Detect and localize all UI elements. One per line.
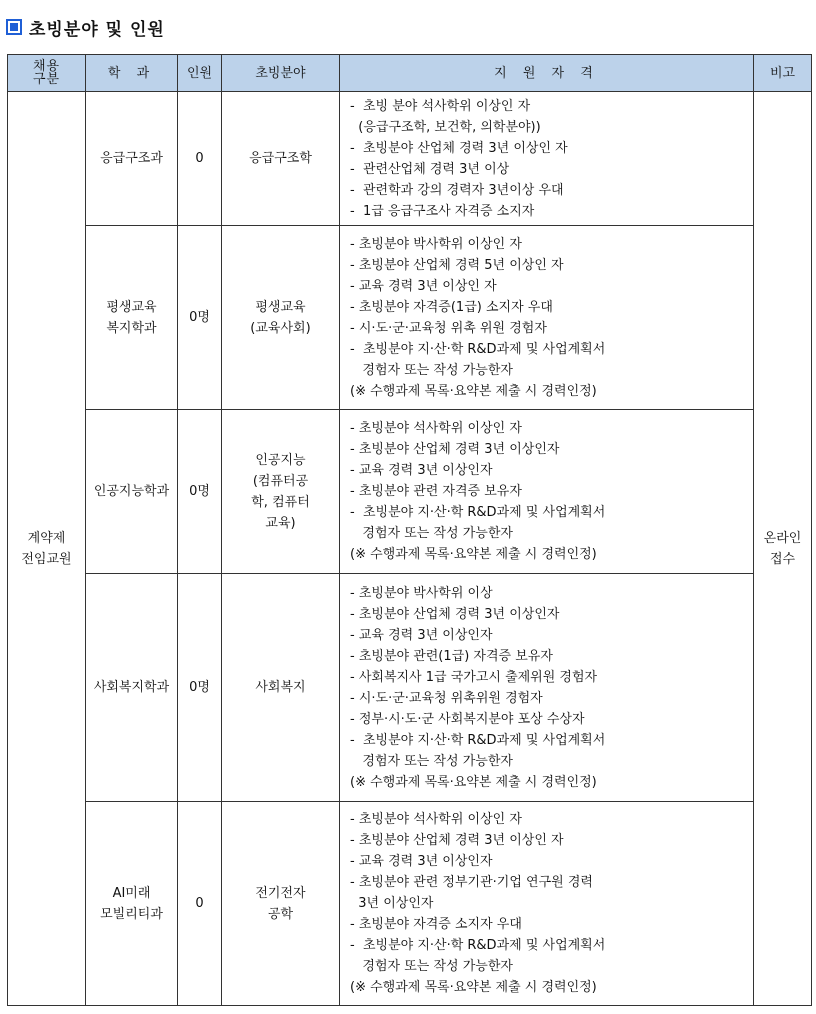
- qualification-line: - 1급 응급구조사 자격증 소지자: [350, 203, 535, 219]
- qualification-line: - 교육 경력 3년 이상인자: [350, 854, 493, 869]
- qualification-line: - 초빙분야 산업체 경력 3년 이상인 자: [350, 140, 568, 156]
- qualification-line: (※ 수행과제 목록·요약본 제출 시 경력인정): [350, 383, 597, 399]
- field-cell: 평생교육 (교육사회): [222, 226, 340, 410]
- qualifications-cell: [340, 92, 754, 226]
- qualification-line: 경험자 또는 작성 가능한자: [350, 526, 513, 541]
- qualification-line: - 교육 경력 3년 이상인 자: [350, 278, 497, 294]
- field-cell: 인공지능 (컴퓨터공 학, 컴퓨터 교육): [222, 410, 340, 574]
- qualification-line: - 초빙분야 산업체 경력 5년 이상인 자: [350, 257, 564, 273]
- note-cell: 온라인 접수: [754, 92, 812, 1006]
- table-row: [8, 802, 812, 1006]
- qualification-line: - 초빙분야 산업체 경력 3년 이상인 자: [350, 833, 564, 848]
- qualifications-cell: [340, 574, 754, 802]
- qualification-line: - 초빙분야 산업체 경력 3년 이상인자: [350, 442, 560, 457]
- table-row: [8, 574, 812, 802]
- section-title: [6, 14, 165, 40]
- qualification-line: - 교육 경력 3년 이상인자: [350, 463, 493, 478]
- qualification-line: (응급구조학, 보건학, 의학분야)): [350, 119, 541, 135]
- square-bullet-icon: [6, 19, 22, 35]
- qualification-line: 경험자 또는 작성 가능한자: [350, 362, 513, 378]
- qualification-line: (※ 수행과제 목록·요약본 제출 시 경력인정): [350, 980, 597, 995]
- qualification-line: - 초빙분야 박사학위 이상: [350, 585, 493, 601]
- table-row: [8, 410, 812, 574]
- qualification-line: - 초빙분야 석사학위 이상인 자: [350, 421, 522, 436]
- qualifications-cell: [340, 226, 754, 410]
- qualification-line: (※ 수행과제 목록·요약본 제출 시 경력인정): [350, 547, 597, 562]
- count-cell: 0명: [178, 410, 222, 574]
- field-cell: 응급구조학: [222, 92, 340, 226]
- header-note: 비고: [754, 55, 812, 92]
- qualification-line: - 관련학과 강의 경력자 3년이상 우대: [350, 182, 564, 198]
- section-title-text: 초빙분야 및 인원: [29, 19, 165, 40]
- recruitment-table: [7, 54, 812, 1006]
- qualification-line: - 초빙분야 자격증(1급) 소지자 우대: [350, 299, 553, 315]
- qualifications-cell: [340, 802, 754, 1006]
- field-cell: 사회복지: [222, 574, 340, 802]
- header-count: 인원: [178, 55, 222, 92]
- qualification-line: - 초빙분야 지·산·학 R&D과제 및 사업계획서: [350, 938, 606, 953]
- qualification-line: - 시·도·군·교육청 위촉위원 경험자: [350, 690, 543, 706]
- qualification-line: - 초빙분야 석사학위 이상인 자: [350, 812, 522, 827]
- department-cell: 응급구조과: [86, 92, 178, 226]
- department-cell: 평생교육 복지학과: [86, 226, 178, 410]
- qualification-line: - 정부·시·도·군 사회복지분야 포상 수상자: [350, 711, 585, 727]
- qualification-line: - 초빙 분야 석사학위 이상인 자: [350, 98, 531, 114]
- qualification-line: - 초빙분야 자격증 소지자 우대: [350, 917, 522, 932]
- qualifications-cell: [340, 410, 754, 574]
- qualification-line: - 시·도·군·교육청 위촉 위원 경험자: [350, 320, 547, 336]
- department-cell: 사회복지학과: [86, 574, 178, 802]
- qualification-line: 경험자 또는 작성 가능한자: [350, 753, 513, 769]
- field-cell: 전기전자 공학: [222, 802, 340, 1006]
- table-header-row: [8, 55, 812, 92]
- employment-type-cell: 계약제 전임교원: [8, 92, 86, 1006]
- qualification-line: - 초빙분야 지·산·학 R&D과제 및 사업계획서: [350, 341, 606, 357]
- qualification-line: 3년 이상인자: [350, 896, 434, 911]
- header-employment-type: 채용 구분: [8, 55, 86, 92]
- header-qualifications: 지 원 자 격: [340, 55, 754, 92]
- department-cell: AI미래 모빌리티과: [86, 802, 178, 1006]
- qualification-line: 경험자 또는 작성 가능한자: [350, 959, 513, 974]
- header-department: 학 과: [86, 55, 178, 92]
- department-cell: 인공지능학과: [86, 410, 178, 574]
- table-row: [8, 92, 812, 226]
- qualification-line: - 사회복지사 1급 국가고시 출제위원 경험자: [350, 669, 598, 685]
- qualification-line: - 초빙분야 지·산·학 R&D과제 및 사업계획서: [350, 505, 606, 520]
- qualification-line: - 초빙분야 관련 정부기관·기업 연구원 경력: [350, 875, 593, 890]
- count-cell: 0: [178, 92, 222, 226]
- qualification-line: - 교육 경력 3년 이상인자: [350, 627, 493, 643]
- qualification-line: - 초빙분야 관련 자격증 보유자: [350, 484, 522, 499]
- table-row: [8, 226, 812, 410]
- count-cell: 0: [178, 802, 222, 1006]
- qualification-line: - 초빙분야 지·산·학 R&D과제 및 사업계획서: [350, 732, 606, 748]
- count-cell: 0명: [178, 226, 222, 410]
- qualification-line: - 초빙분야 산업체 경력 3년 이상인자: [350, 606, 560, 622]
- qualification-line: - 초빙분야 관련(1급) 자격증 보유자: [350, 648, 553, 664]
- count-cell: 0명: [178, 574, 222, 802]
- qualification-line: (※ 수행과제 목록·요약본 제출 시 경력인정): [350, 774, 597, 790]
- header-field: 초빙분야: [222, 55, 340, 92]
- qualification-line: - 관련산업체 경력 3년 이상: [350, 161, 510, 177]
- qualification-line: - 초빙분야 박사학위 이상인 자: [350, 236, 522, 252]
